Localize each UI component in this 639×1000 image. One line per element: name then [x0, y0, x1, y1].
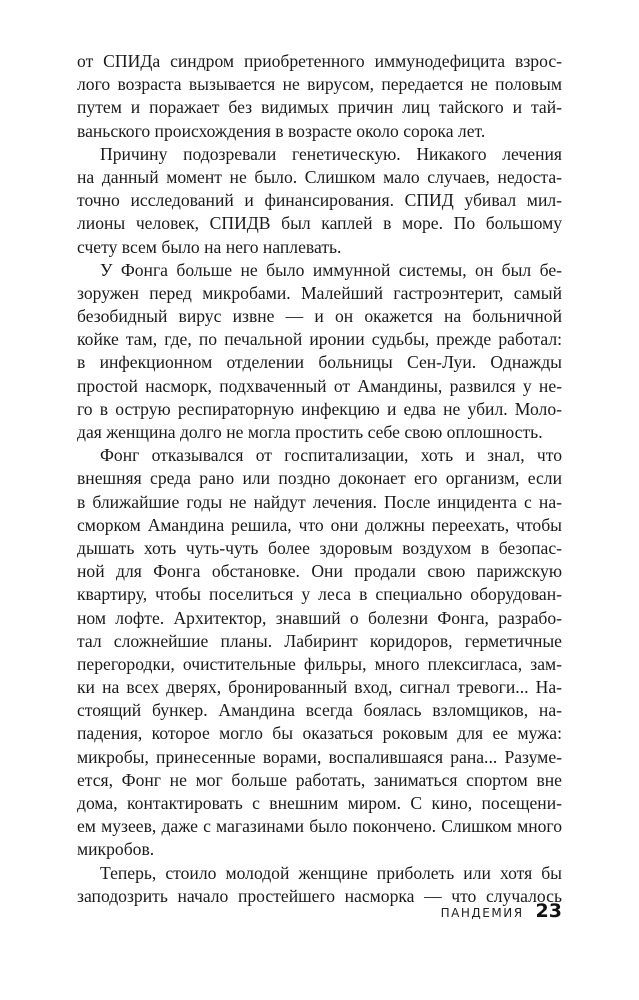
text-line: Теперь, стоило молодой женщине приболеть или хотя бы — [100, 862, 562, 883]
text-line: внешняя среда рано или поздно доконает его организм, если — [77, 468, 562, 489]
text-line: ется, Фонг не мог больше работать, заниматься спортом вне — [77, 769, 562, 790]
text-line: квартиру, чтобы поселиться у леса в специально оборудован- — [77, 584, 562, 605]
page-footer — [441, 900, 562, 922]
text-line: тал сложнейшие планы. Лабиринт коридоров, герметичные — [77, 630, 562, 651]
text-line: путем и поражает без видимых причин лиц тайского и тай- — [77, 97, 562, 118]
text-line: дома, контактировать с внешним миром. С кино, посещени- — [77, 793, 562, 813]
paragraph — [77, 50, 562, 143]
text-line: У Фонга больше не было иммунной системы, он был бе- — [100, 259, 562, 280]
text-line: дая женщина долго не могла простить себе свою оплошность. — [77, 422, 543, 442]
text-line: от СПИДа синдром приобретенного иммунодефицита взрос- — [77, 51, 562, 71]
text-line: ной для Фонга обстановке. Они продали свою парижскую — [77, 561, 562, 582]
paragraph — [77, 259, 562, 445]
text-line: лого возраста вызывается не вирусом, передается не половым — [77, 74, 562, 95]
text-line: го в острую респираторную инфекцию и едва не убил. Моло- — [77, 398, 562, 419]
text-line: счету всем было на него наплевать. — [77, 236, 342, 257]
paragraph — [77, 444, 562, 861]
paragraph — [77, 143, 562, 259]
running-head: ПАНДЕМИЯ — [440, 906, 524, 920]
text-line: дышать хоть чуть-чуть более здоровым воздухом в безопас- — [77, 537, 562, 558]
text-line: ваньского происхождения в возрасте около сорока лет. — [77, 120, 486, 141]
text-line: в ближайшие годы не найдут лечения. После инцидента с на- — [77, 491, 562, 512]
text-line: зоружен перед микробами. Малейший гастроэнтерит, самый — [77, 282, 562, 303]
text-line: точно исследований и финансирования. СПИД убивал мил- — [77, 190, 562, 211]
text-line: простой насморк, подхваченный от Амандины, развился у не- — [77, 375, 562, 396]
text-line: падения, которое могло бы оказаться роковым для ее мужа: — [77, 723, 562, 744]
text-line: микробов. — [77, 839, 155, 860]
text-line: Причину подозревали генетическую. Никакого лечения — [100, 143, 562, 164]
text-line: ном лофте. Архитектор, знавший о болезни Фонга, разрабо- — [77, 607, 562, 628]
text-line: лионы человек, СПИДВ был каплей в море. По большому — [77, 213, 562, 234]
text-line: перегородки, очистительные фильры, много плексигласа, зам- — [77, 653, 562, 674]
text-line: ем музеев, даже с магазинами было покончено. Слишком много — [77, 816, 562, 837]
page-number: 23 — [535, 900, 562, 922]
text-line: микробы, принесенные ворами, воспалившаяся рана... Разуме- — [77, 746, 562, 767]
text-line: сморком Амандина решила, что они должны переехать, чтобы — [77, 514, 562, 535]
text-line: Фонг отказывался от госпитализации, хоть и знал, что — [100, 445, 562, 466]
text-line: стоящий бункер. Амандина всегда боялась взломщиков, на- — [77, 700, 562, 721]
text-line: койке там, где, по печальной иронии судьбы, прежде работал: — [77, 329, 562, 350]
text-line: безобидный вирус извне — и он окажется на больничной — [77, 306, 562, 327]
text-line: ки на всех дверях, бронированный вход, сигнал тревоги... На- — [77, 677, 562, 698]
text-line: на данный момент не было. Слишком мало случаев, недоста- — [77, 166, 562, 187]
text-line: в инфекционном отделении больницы Сен-Луи. Однажды — [77, 352, 562, 373]
body-text — [77, 50, 562, 908]
text-line: заподозрить начало простейшего насморка — что случалось — [77, 885, 562, 906]
